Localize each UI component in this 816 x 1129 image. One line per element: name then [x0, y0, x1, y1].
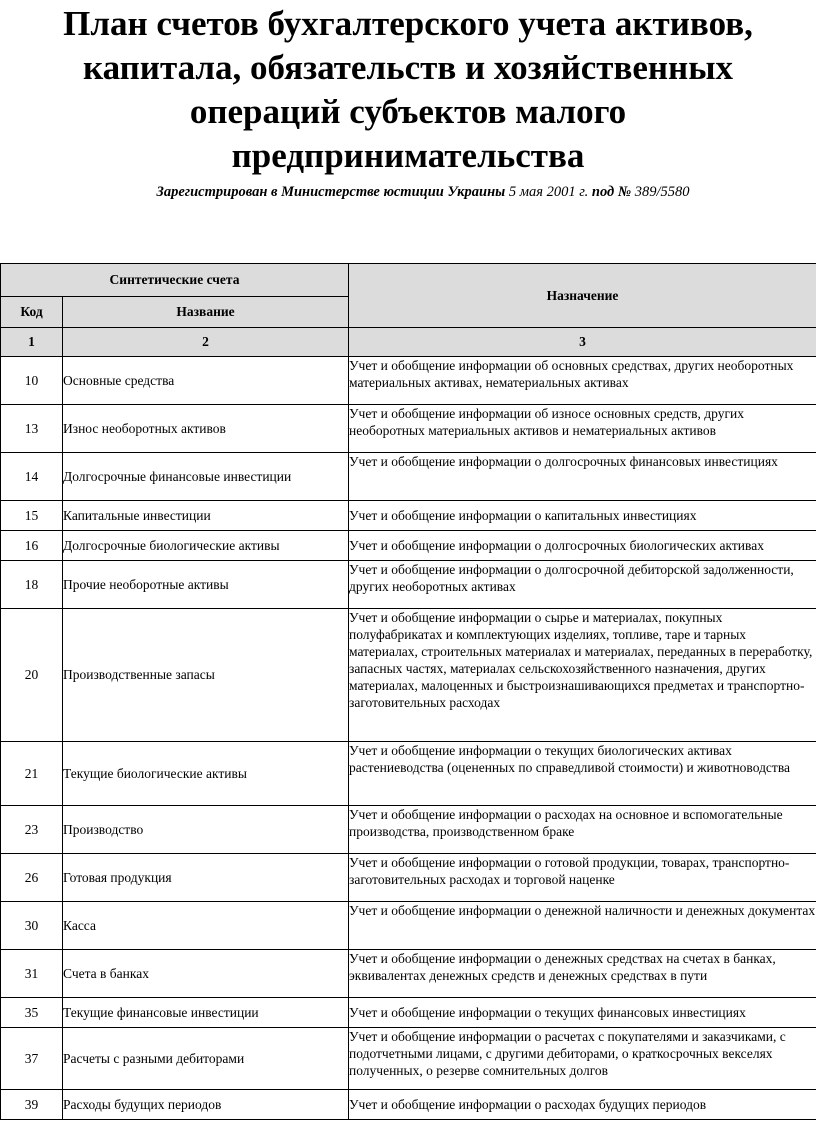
registration-date: 5 мая 2001 г.	[508, 184, 589, 200]
header-name: Название	[63, 297, 349, 328]
account-name: Касса	[63, 902, 349, 950]
account-code: 39	[1, 1090, 63, 1120]
registration-number-prefix: под №	[591, 184, 632, 200]
account-code: 35	[1, 998, 63, 1028]
account-purpose: Учет и обобщение информации о расходах на основное и вспомогательные производства, производственном браке	[349, 806, 816, 854]
account-name: Текущие биологические активы	[63, 742, 349, 806]
document-title	[0, 2, 816, 178]
account-name: Производство	[63, 806, 349, 854]
table-row	[1, 609, 816, 742]
account-purpose: Учет и обобщение информации о сырье и материалах, покупных полуфабрикатах и комплектующих изделиях, топливе, таре и тарных материалах, строительных материалах и материалах, переданных в переработку, запасных частях, материалах сельскохозяйственного назначения, других материалах, малоценных и быстроизнашивающихся предметах и транспортно-заготовительных расходах	[349, 609, 816, 742]
table-row	[1, 501, 816, 531]
account-name: Основные средства	[63, 357, 349, 405]
account-purpose: Учет и обобщение информации о расчетах с покупателями и заказчиками, с подотчетными лицами, с другими дебиторами, о краткосрочных векселях полученных, о резерве сомнительных долгов	[349, 1028, 816, 1090]
table-row	[1, 806, 816, 854]
title-line: капитала, обязательств и хозяйственных	[82, 48, 734, 87]
registration-number: 389/5580	[634, 184, 690, 200]
table-row	[1, 742, 816, 806]
registration-note	[0, 184, 816, 201]
account-name: Износ необоротных активов	[63, 405, 349, 453]
account-purpose: Учет и обобщение информации о денежной наличности и денежных документах	[349, 902, 816, 950]
account-code: 13	[1, 405, 63, 453]
account-purpose: Учет и обобщение информации о расходах будущих периодов	[349, 1090, 816, 1120]
account-code: 23	[1, 806, 63, 854]
account-name: Текущие финансовые инвестиции	[63, 998, 349, 1028]
account-purpose: Учет и обобщение информации о долгосрочных финансовых инвестициях	[349, 453, 816, 501]
account-purpose: Учет и обобщение информации о текущих биологических активах растениеводства (оцененных по справедливой стоимости) и животноводства	[349, 742, 816, 806]
account-code: 30	[1, 902, 63, 950]
account-code: 21	[1, 742, 63, 806]
account-code: 20	[1, 609, 63, 742]
header-code: Код	[1, 297, 63, 328]
table-row	[1, 453, 816, 501]
table-row	[1, 561, 816, 609]
table-row	[1, 854, 816, 902]
column-number: 1	[1, 328, 63, 357]
title-line: предпринимательства	[231, 136, 585, 175]
accounts-table	[0, 263, 816, 1120]
account-name: Расходы будущих периодов	[63, 1090, 349, 1120]
account-purpose: Учет и обобщение информации о текущих финансовых инвестициях	[349, 998, 816, 1028]
account-code: 10	[1, 357, 63, 405]
table-row	[1, 950, 816, 998]
account-purpose: Учет и обобщение информации о готовой продукции, товарах, транспортно-заготовительных расходах и торговой наценке	[349, 854, 816, 902]
account-code: 31	[1, 950, 63, 998]
account-name: Счета в банках	[63, 950, 349, 998]
title-line: операций субъектов малого	[189, 92, 627, 131]
account-purpose: Учет и обобщение информации об износе основных средств, других необоротных материальных активов и нематериальных активов	[349, 405, 816, 453]
title-line: План счетов бухгалтерского учета активов,	[63, 4, 753, 43]
account-code: 26	[1, 854, 63, 902]
account-code: 16	[1, 531, 63, 561]
table-row	[1, 1090, 816, 1120]
table-row	[1, 998, 816, 1028]
registration-text: Зарегистрирован в Министерстве юстиции Украины	[156, 184, 506, 200]
account-name: Готовая продукция	[63, 854, 349, 902]
column-number: 3	[349, 328, 816, 357]
account-code: 37	[1, 1028, 63, 1090]
account-code: 18	[1, 561, 63, 609]
table-row	[1, 405, 816, 453]
account-purpose: Учет и обобщение информации об основных средствах, других необоротных материальных активах, нематериальных активах	[349, 357, 816, 405]
table-row	[1, 1028, 816, 1090]
account-purpose: Учет и обобщение информации о долгосрочных биологических активах	[349, 531, 816, 561]
account-name: Капитальные инвестиции	[63, 501, 349, 531]
account-purpose: Учет и обобщение информации о денежных средствах на счетах в банках, эквивалентах денежных средств и денежных средствах в пути	[349, 950, 816, 998]
table-row	[1, 357, 816, 405]
table-row	[1, 531, 816, 561]
account-code: 15	[1, 501, 63, 531]
header-purpose: Назначение	[349, 264, 816, 328]
header-synthetic-accounts: Синтетические счета	[1, 264, 349, 297]
table-row	[1, 902, 816, 950]
account-purpose: Учет и обобщение информации о долгосрочной дебиторской задолженности, других необоротных активах	[349, 561, 816, 609]
account-purpose: Учет и обобщение информации о капитальных инвестициях	[349, 501, 816, 531]
account-code: 14	[1, 453, 63, 501]
account-name: Производственные запасы	[63, 609, 349, 742]
account-name: Расчеты с разными дебиторами	[63, 1028, 349, 1090]
column-number: 2	[63, 328, 349, 357]
account-name: Долгосрочные финансовые инвестиции	[63, 453, 349, 501]
account-name: Долгосрочные биологические активы	[63, 531, 349, 561]
account-name: Прочие необоротные активы	[63, 561, 349, 609]
